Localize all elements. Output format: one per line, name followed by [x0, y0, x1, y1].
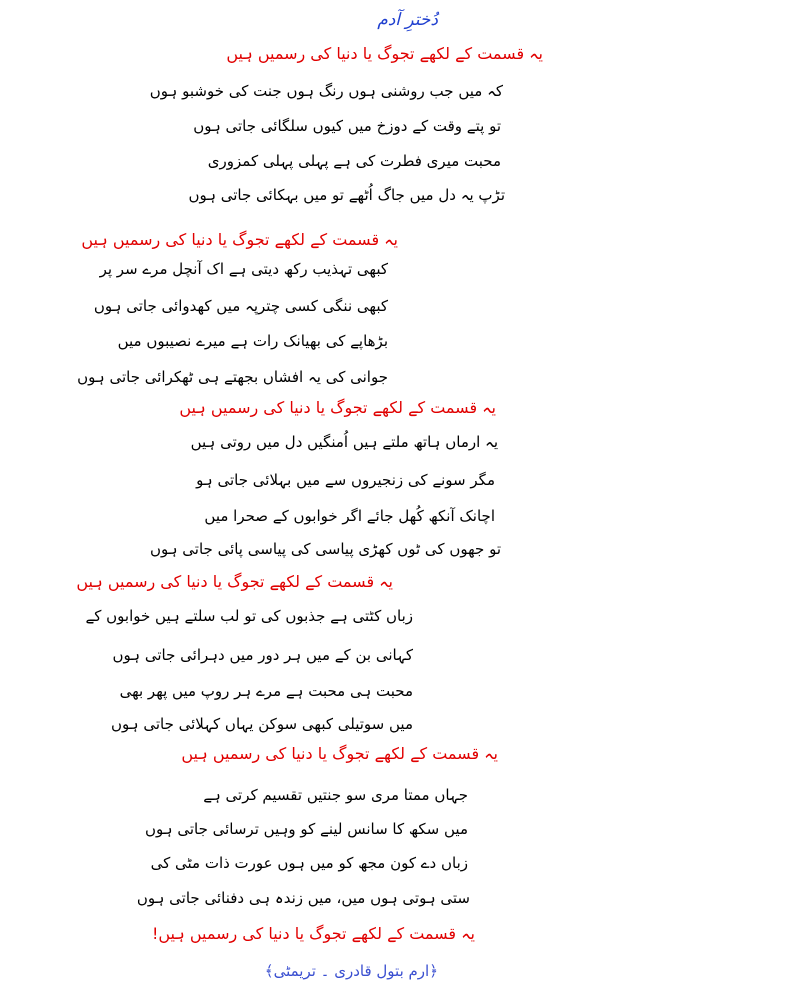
verse-line: کہانی بن کے میں ہر دور میں دہرائی جاتی ہوں: [112, 646, 413, 664]
verse-line: مگر سونے کی زنجیروں سے میں بہلائی جاتی ہو: [196, 471, 495, 489]
refrain-line: یہ قسمت کے لکھے تجوگ یا دنیا کی رسمیں ہیں: [179, 398, 496, 417]
verse-line: ستی ہوتی ہوں میں، میں زندہ ہی دفنائی جاتی ہوں: [136, 889, 470, 907]
verse-line: زباں دے کون مجھ کو میں ہوں عورت ذات مٹی کی: [150, 854, 468, 872]
verse-line: محبت ہی محبت ہے مرے ہر روپ میں پھر بھی: [119, 682, 413, 700]
poem-title: دُخترِ آدم: [377, 10, 438, 30]
verse-line: تو پتے وقت کے دوزخ میں کیوں سلگائی جاتی ہوں: [193, 117, 501, 135]
refrain-line: یہ قسمت کے لکھے تجوگ یا دنیا کی رسمیں ہیں: [81, 230, 398, 249]
verse-line: کبھی تہذیب رکھ دیتی ہے اک آنچل مرے سر پر: [99, 260, 388, 278]
verse-line: اچانک آنکھ کُھل جائے اگر خوابوں کے صحرا میں: [204, 507, 495, 525]
verse-line: تڑپ یہ دل میں جاگ اُٹھے تو میں بہکائی جاتی ہوں: [188, 186, 505, 204]
verse-line: کہ میں جب روشنی ہوں رنگ ہوں جنت کی خوشبو ہوں: [149, 82, 503, 100]
refrain-line-final: یہ قسمت کے لکھے تجوگ یا دنیا کی رسمیں ہیں!: [151, 924, 475, 943]
refrain-line: یہ قسمت کے لکھے تجوگ یا دنیا کی رسمیں ہیں: [226, 44, 543, 63]
verse-line: زباں کٹتی ہے جذبوں کی تو لب سلتے ہیں خوابوں کے: [85, 607, 413, 625]
verse-line: بڑھاپے کی بھیانک رات ہے میرے نصیبوں میں: [117, 332, 388, 350]
refrain-line: یہ قسمت کے لکھے تجوگ یا دنیا کی رسمیں ہیں: [181, 744, 498, 763]
verse-line: میں سوتیلی کبھی سوکن یہاں کہلائی جاتی ہوں: [111, 715, 413, 733]
verse-line: محبت میری فطرت کی ہے پہلی پہلی کمزوری: [207, 152, 501, 170]
verse-line: تو جھوں کی ٹوں کھڑی پیاسی کی پیاسی پائی جاتی ہوں: [149, 540, 501, 558]
verse-line: جہاں ممتا مری سو جنتیں تقسیم کرتی ہے: [203, 786, 468, 804]
verse-line: یہ ارماں ہاتھ ملتے ہیں اُمنگیں دل میں روتی ہیں: [190, 433, 498, 451]
verse-line: میں سکھ کا سانس لینے کو وہیں ترسائی جاتی ہوں: [145, 820, 468, 838]
poet-signature: ﴿ارم بتول قادری ۔ تریمٹی﴾: [264, 962, 438, 980]
refrain-line: یہ قسمت کے لکھے تجوگ یا دنیا کی رسمیں ہیں: [76, 572, 393, 591]
verse-line: جوانی کی یہ افشاں بجھتے ہی ٹھکرائی جاتی ہوں: [77, 368, 388, 386]
verse-line: کبھی ننگی کسی چترپہ میں کھدوائی جاتی ہوں: [93, 297, 388, 315]
